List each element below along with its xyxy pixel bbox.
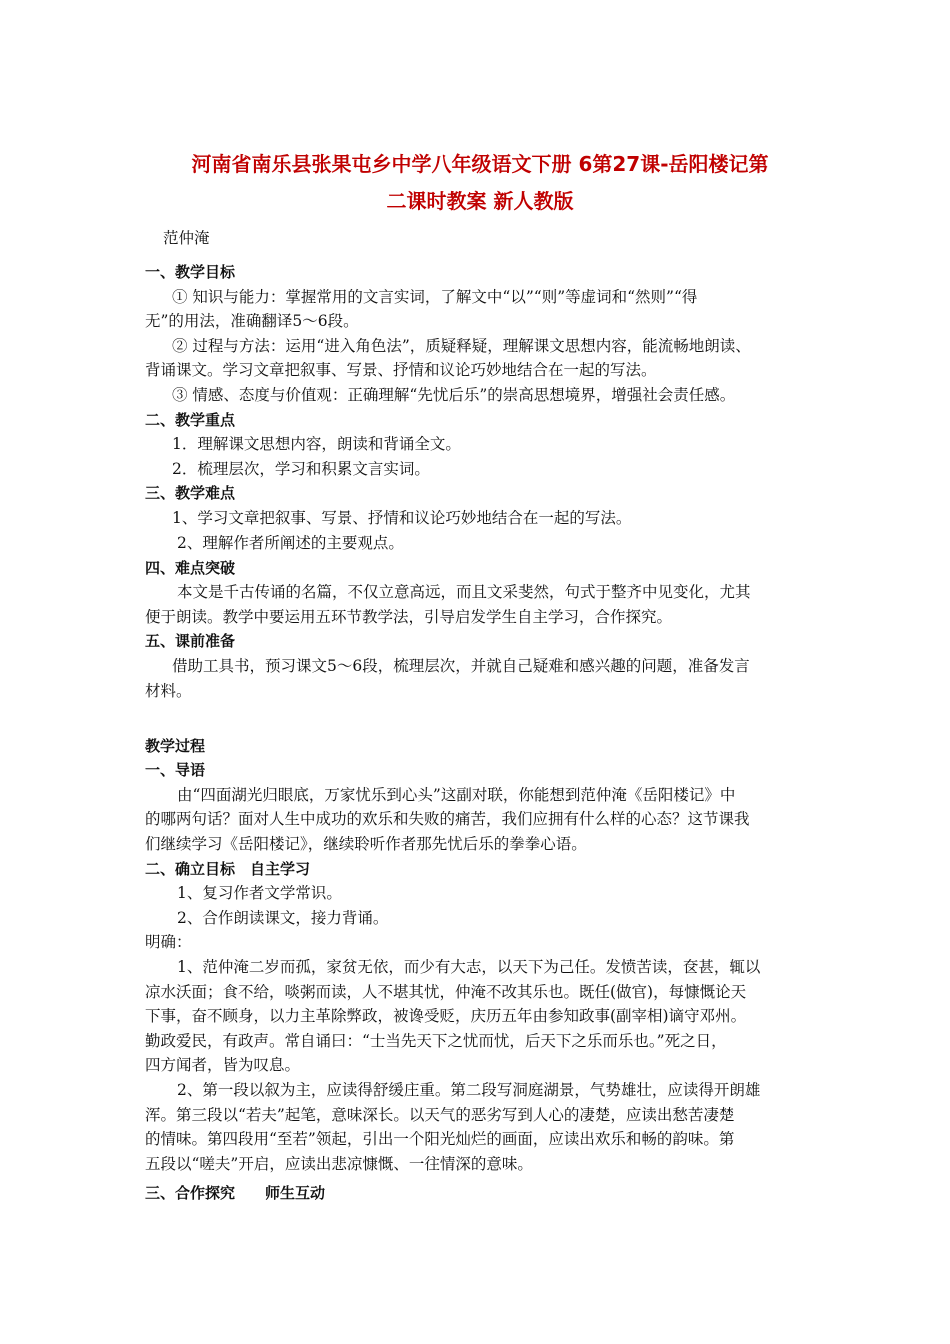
- paragraph-line: 下事，奋不顾身，以力主革除弊政，被谗受贬，庆历五年由参知政事(副宰相)谪守邓州。: [145, 1007, 747, 1025]
- paragraph-line: 明确：: [145, 933, 192, 951]
- paragraph-line: ③ 情感、态度与价值观：正确理解“先忧后乐”的崇高思想境界，增强社会责任感。: [172, 386, 736, 404]
- paragraph-line: 2．梳理层次，学习和积累文言实词。: [172, 460, 430, 478]
- paragraph-line: 由“四面湖光归眼底，万家忧乐到心头”这副对联，你能想到范仲淹《岳阳楼记》中: [177, 786, 736, 804]
- paragraph-line: 无”的用法，准确翻译5～6段。: [145, 312, 359, 330]
- paragraph-line: 材料。: [145, 682, 192, 700]
- paragraph-line: 1．理解课文思想内容，朗读和背诵全文。: [172, 435, 461, 453]
- section-heading: 一、教学目标: [145, 263, 236, 281]
- paragraph-line: 1、范仲淹二岁而孤，家贫无依，而少有大志，以天下为己任。发愤苦读，奁甚，辄以: [177, 958, 761, 976]
- section-heading: 五、课前准备: [145, 632, 236, 650]
- document-title-line-1: 河南省南乐县张果屯乡中学八年级语文下册 6第27课-岳阳楼记第: [191, 152, 769, 176]
- section-heading: 一、导语: [145, 761, 206, 779]
- paragraph-line: ① 知识与能力：掌握常用的文言实词，了解文中“以”“则”等虚词和“然则”“得: [172, 288, 698, 306]
- paragraph-line: 的情味。第四段用“至若”领起，引出一个阳光灿烂的画面，应读出欢乐和畅的韵味。第: [145, 1130, 735, 1148]
- paragraph-line: 的哪两句话？面对人生中成功的欢乐和失败的痛苦，我们应拥有什么样的心态？这节课我: [145, 810, 750, 828]
- document-title-line-2: 二课时教案 新人教版: [386, 189, 574, 213]
- section-heading: 二、确立目标 自主学习: [145, 860, 311, 878]
- paragraph-line: 四方闻者，皆为叹息。: [145, 1056, 301, 1074]
- author-name: 范仲淹: [163, 229, 210, 247]
- paragraph-line: 凉水沃面；食不给，啖粥而读，人不堪其忧，仲淹不改其乐也。既任(做官)，每慷慨论天: [145, 983, 747, 1001]
- paragraph-line: 1、学习文章把叙事、写景、抒情和议论巧妙地结合在一起的写法。: [172, 509, 632, 527]
- paragraph-line: 本文是千古传诵的名篇，不仅立意高远，而且文采斐然，句式于整齐中见变化，尤其: [177, 583, 751, 601]
- section-heading: 三、教学难点: [145, 484, 236, 502]
- paragraph-line: 五段以“嗟夫”开启，应读出悲凉慷慨、一往情深的意味。: [145, 1155, 533, 1173]
- paragraph-line: 便于朗读。教学中要运用五环节教学法，引导启发学生自主学习，合作探究。: [145, 608, 673, 626]
- paragraph-line: 背诵课文。学习文章把叙事、写景、抒情和议论巧妙地结合在一起的写法。: [145, 361, 657, 379]
- section-heading: 二、教学重点: [145, 411, 236, 429]
- paragraph-line: 们继续学习《岳阳楼记》，继续聆听作者那先忧后乐的拳拳心语。: [145, 835, 587, 853]
- paragraph-line: 1、复习作者文学常识。: [177, 884, 342, 902]
- paragraph-line: 2、理解作者所阐述的主要观点。: [177, 534, 404, 552]
- section-heading: 教学过程: [145, 737, 206, 755]
- paragraph-line: 浑。第三段以“若夫”起笔，意味深长。以天气的恶劣写到人心的凄楚，应读出愁苦凄楚: [145, 1106, 735, 1124]
- section-heading: 四、难点突破: [145, 559, 236, 577]
- paragraph-line: 2、第一段以叙为主，应读得舒缓庄重。第二段写洞庭湖景，气势雄壮，应读得开朗雄: [177, 1081, 761, 1099]
- paragraph-line: ② 过程与方法：运用“进入角色法”，质疑释疑，理解课文思想内容，能流畅地朗读、: [172, 337, 751, 355]
- section-heading: 三、合作探究 师生互动: [145, 1184, 326, 1202]
- paragraph-line: 勤政爱民，有政声。常自诵曰：“士当先天下之忧而忧，后天下之乐而乐也。”死之日，: [145, 1032, 727, 1050]
- paragraph-line: 2、合作朗读课文，接力背诵。: [177, 909, 389, 927]
- paragraph-line: 借助工具书，预习课文5～6段，梳理层次，并就自己疑难和感兴趣的问题，准备发言: [172, 657, 750, 675]
